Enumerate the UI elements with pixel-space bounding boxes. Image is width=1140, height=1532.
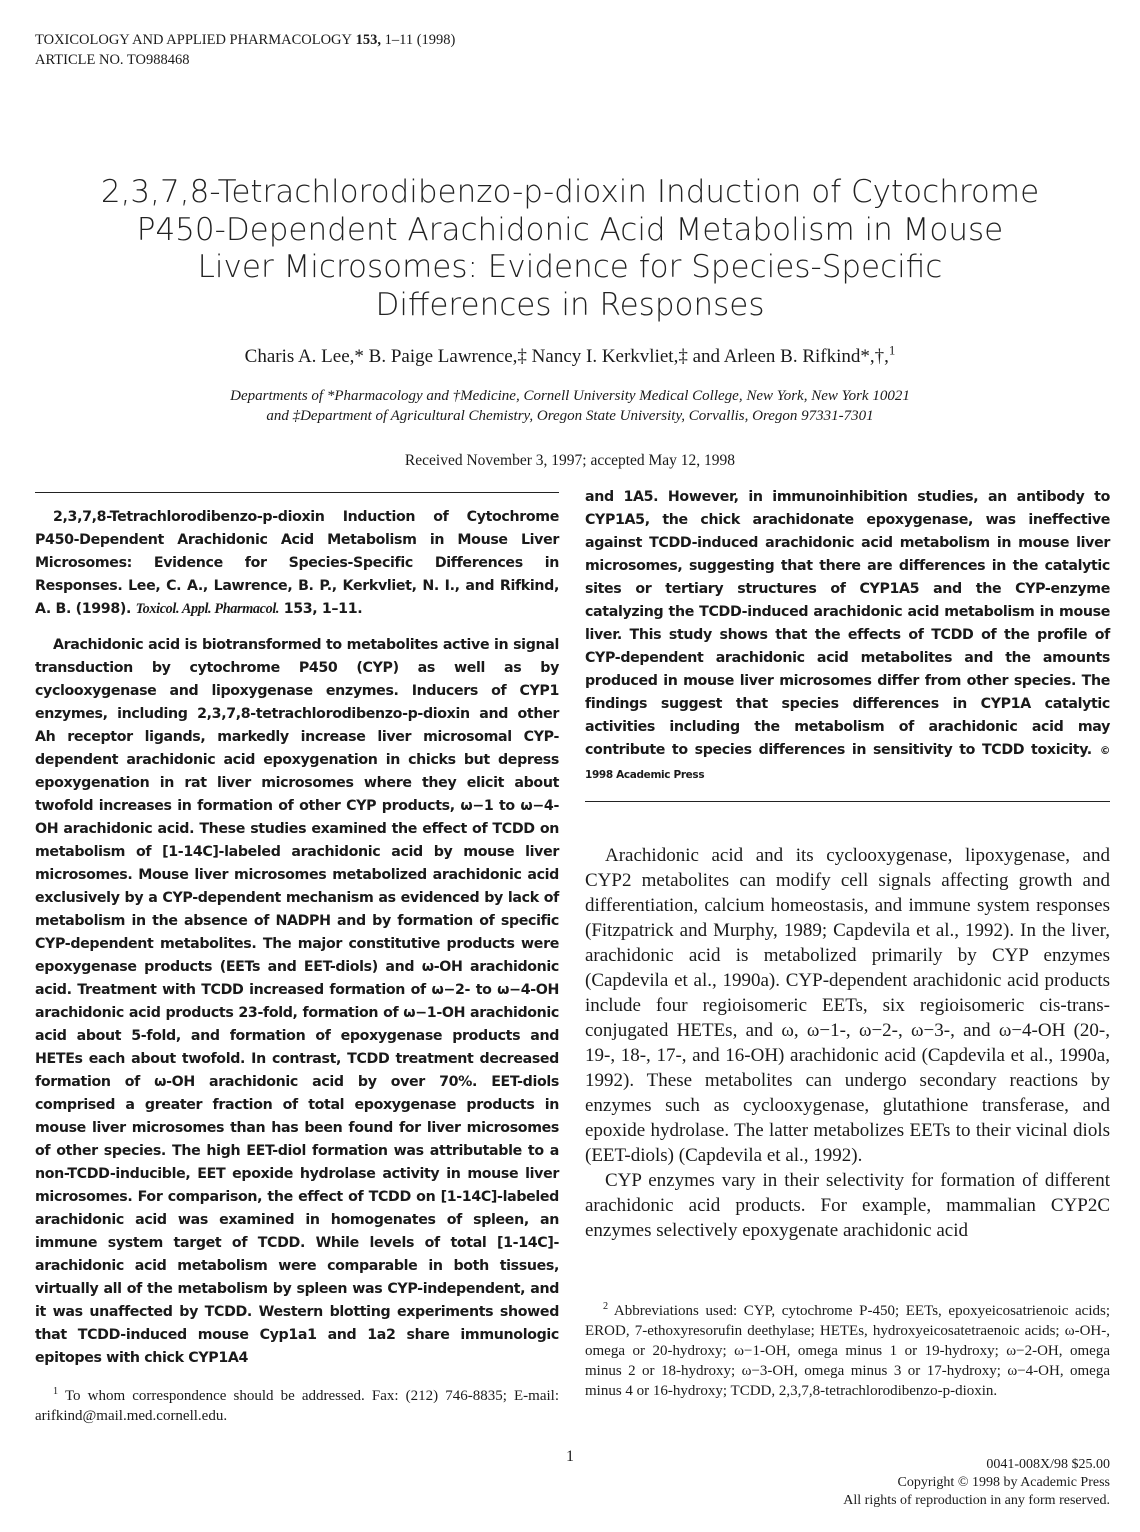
journal-volume: 153, [355, 32, 382, 48]
abstract-citation-text: 2,3,7,8-Tetrachlorodibenzo-p-dioxin Induction of Cytochrome P450-Dependent Arachidonic Acid Metabolism in Mouse Liver Microsomes: Evidence for Species-Specific Differences in Responses. Lee, C. A., Lawrence, B. P., Kerkvliet, N. I., and Rifkind, A. B. (1998). [35, 509, 559, 617]
author-footnote-mark: 1 [888, 342, 896, 358]
journal-citation-line [35, 30, 455, 50]
article-number: TO988468 [126, 52, 190, 68]
article-label: ARTICLE NO. [35, 52, 124, 68]
intro-paragraph-2: CYP enzymes vary in their selectivity for formation of different arachidonic acid products. For example, mammalian CYP2C enzymes selectively epoxygenate arachidonic acid [585, 1170, 1110, 1241]
author-names: Charis A. Lee,* B. Paige Lawrence,‡ Nancy I. Kerkvliet,‡ and Arleen B. Rifkind*,†, [244, 346, 889, 367]
footnote-correspondence [35, 1386, 559, 1426]
title-line: 2,3,7,8-Tetrachlorodibenzo-p-dioxin Induction of Cytochrome [100, 174, 1040, 210]
title-line: Differences in Responses [375, 286, 765, 323]
received-dates: Received November 3, 1997; accepted May 12, 1998 [404, 452, 736, 469]
intro-paragraph-1: Arachidonic acid and its cyclooxygenase, lipoxygenase, and CYP2 metabolites can modify cell signals affecting growth and differentiation, calcium homeostasis, and immune system responses (Fitzpatrick and Murphy, 1989; Capdevila et al., 1992). In the liver, arachidonic acid is metabolized primarily by CYP enzymes (Capdevila et al., 1990a). CYP-dependent arachidonic acid products include four regioisomeric EETs, six regioisomeric cis-trans-conjugated HETEs, and ω, ω−1-, ω−2-, ω−3-, and ω−4-OH (20-, 19-, 18-, 17-, and 16-OH) arachidonic acid (Capdevila et al., 1990a, 1992). These metabolites can undergo secondary reactions by enzymes such as cyclooxygenase, glutathione transferase, and epoxide hydrolase. The latter metabolizes EETs to their vicinal diols (EET-diols) (Capdevila et al., 1992). [585, 845, 1110, 1166]
abstract-citation [35, 506, 559, 621]
author-list [0, 342, 1140, 368]
abstract-top-rule [35, 492, 559, 493]
abstract-bottom-rule [585, 801, 1110, 802]
abstract-body-right-text: and 1A5. However, in immunoinhibition studies, an antibody to CYP1A5, the chick arachidonate epoxygenase, was ineffective against TCDD-induced arachidonic acid metabolism in mouse liver microsomes, suggesting that there are differences in the catalytic sites or tertiary structures of CYP1A5 and the CYP-enzyme catalyzing the TCDD-induced arachidonic acid metabolism in mouse liver. This study shows that the effects of TCDD of the profile of CYP-dependent arachidonic acid metabolites and the amounts produced in mouse liver microsomes differ from other species. The findings suggest that species differences in CYP1A catalytic activities including the metabolism of arachidonic acid may contribute to species differences in sensitivity to TCDD toxicity. [585, 489, 1110, 758]
abstract-citation-journal: Toxicol. Appl. Pharmacol. [135, 601, 280, 617]
journal-pages: 1–11 (1998) [384, 32, 456, 48]
footnote-abbreviations [585, 1301, 1110, 1401]
footnote-2-text: Abbreviations used: CYP, cytochrome P-450; EETs, epoxyeicosatrienoic acids; EROD, 7-ethoxyresorufin deethylase; HETEs, hydroxyeicosatetraenoic acids; ω-OH-, omega or 20-hydroxy; ω−1-OH, omega minus 1 or 19-hydroxy; ω−2-OH, omega minus 2 or 18-hydroxy; ω−3-OH, omega minus 3 or 17-hydroxy; ω−4-OH, omega minus 4 or 16-hydroxy; TCDD, 2,3,7,8-tetrachlorodibenzo-p-dioxin. [585, 1303, 1110, 1399]
copyright-line: All rights of reproduction in any form reserved. [843, 1493, 1110, 1508]
introduction-text [585, 843, 1110, 1243]
copyright-line: Copyright © 1998 by Academic Press [897, 1475, 1110, 1490]
article-number-line [35, 50, 455, 70]
footnote-1 [35, 1386, 559, 1426]
title-line: Liver Microsomes: Evidence for Species-Specific [197, 249, 943, 285]
paper-title [60, 174, 1080, 324]
abstract-citation-tail: 153, 1–11. [283, 601, 363, 617]
copyright-line: 0041-008X/98 $25.00 [986, 1457, 1110, 1472]
abstract-right-column [585, 486, 1110, 787]
affiliation-line: Departments of *Pharmacology and †Medicine, Cornell University Medical College, New York, New York 10021 [230, 388, 910, 404]
footnote-1-mark: 1 [53, 1386, 59, 1397]
footnote-1-text: To whom correspondence should be addressed. Fax: (212) 746-8835; E-mail: arifkind@mail.med.cornell.edu. [35, 1388, 560, 1424]
footnote-2 [585, 1301, 1110, 1401]
abstract-body-right [585, 486, 1110, 787]
title-line: P450-Dependent Arachidonic Acid Metabolism in Mouse [136, 211, 1004, 248]
copyright-block [843, 1456, 1110, 1510]
footnote-2-mark: 2 [603, 1301, 609, 1312]
abstract-left-column [35, 506, 559, 1370]
affiliations [0, 386, 1140, 426]
abstract-body-left: Arachidonic acid is biotransformed to metabolites active in signal transduction by cytochrome P450 (CYP) as well as by cyclooxygenase and lipoxygenase enzymes. Inducers of CYP1 enzymes, including 2,3,7,8-tetrachlorodibenzo-p-dioxin and other Ah receptor ligands, markedly increase liver microsomal CYP-dependent arachidonic acid epoxygenation in chicks but depress epoxygenation in rat liver microsomes where they elicit about twofold increases in formation of other CYP products, ω−1 to ω−4-OH arachidonic acid. These studies examined the effect of TCDD on metabolism of [1-14C]-labeled arachidonic acid by mouse liver microsomes. Mouse liver microsomes metabolized arachidonic acid exclusively by a CYP-dependent mechanism as evidenced by lack of metabolism in the absence of NADPH and by formation of specific CYP-dependent metabolites. The major constitutive products were epoxygenase products (EETs and EET-diols) and ω-OH arachidonic acid. Treatment with TCDD increased formation of ω−2- to ω−4-OH arachidonic acid products 23-fold, formation of ω−1-OH arachidonic acid about 5-fold, and formation of epoxygenase products and HETEs each about twofold. In contrast, TCDD treatment decreased formation of ω-OH arachidonic acid by over 70%. EET-diols comprised a greater fraction of total epoxygenase products in mouse liver microsomes than has been found for liver microsomes of other species. The high EET-diol formation was attributable to a non-TCDD-inducible, EET epoxide hydrolase activity in mouse liver microsomes. For comparison, the effect of TCDD on [1-14C]-labeled arachidonic acid was examined in homogenates of spleen, an immune system target of TCDD. While levels of total [1-14C]-arachidonic acid metabolism were comparable in both tissues, virtually all of the metabolism by spleen was CYP-independent, and it was unaffected by TCDD. Western blotting experiments showed that TCDD-induced mouse Cyp1a1 and 1a2 share immunologic epitopes with chick CYP1A4 [35, 637, 559, 1366]
journal-header [35, 30, 455, 70]
affiliation-line: and ‡Department of Agricultural Chemistry, Oregon State University, Corvallis, Oregon 97331-7301 [266, 408, 874, 424]
page-number: 1 [566, 1448, 574, 1465]
journal-name: TOXICOLOGY AND APPLIED PHARMACOLOGY [35, 32, 353, 48]
abstract-copyright: © 1998 Academic Press [585, 745, 1110, 781]
